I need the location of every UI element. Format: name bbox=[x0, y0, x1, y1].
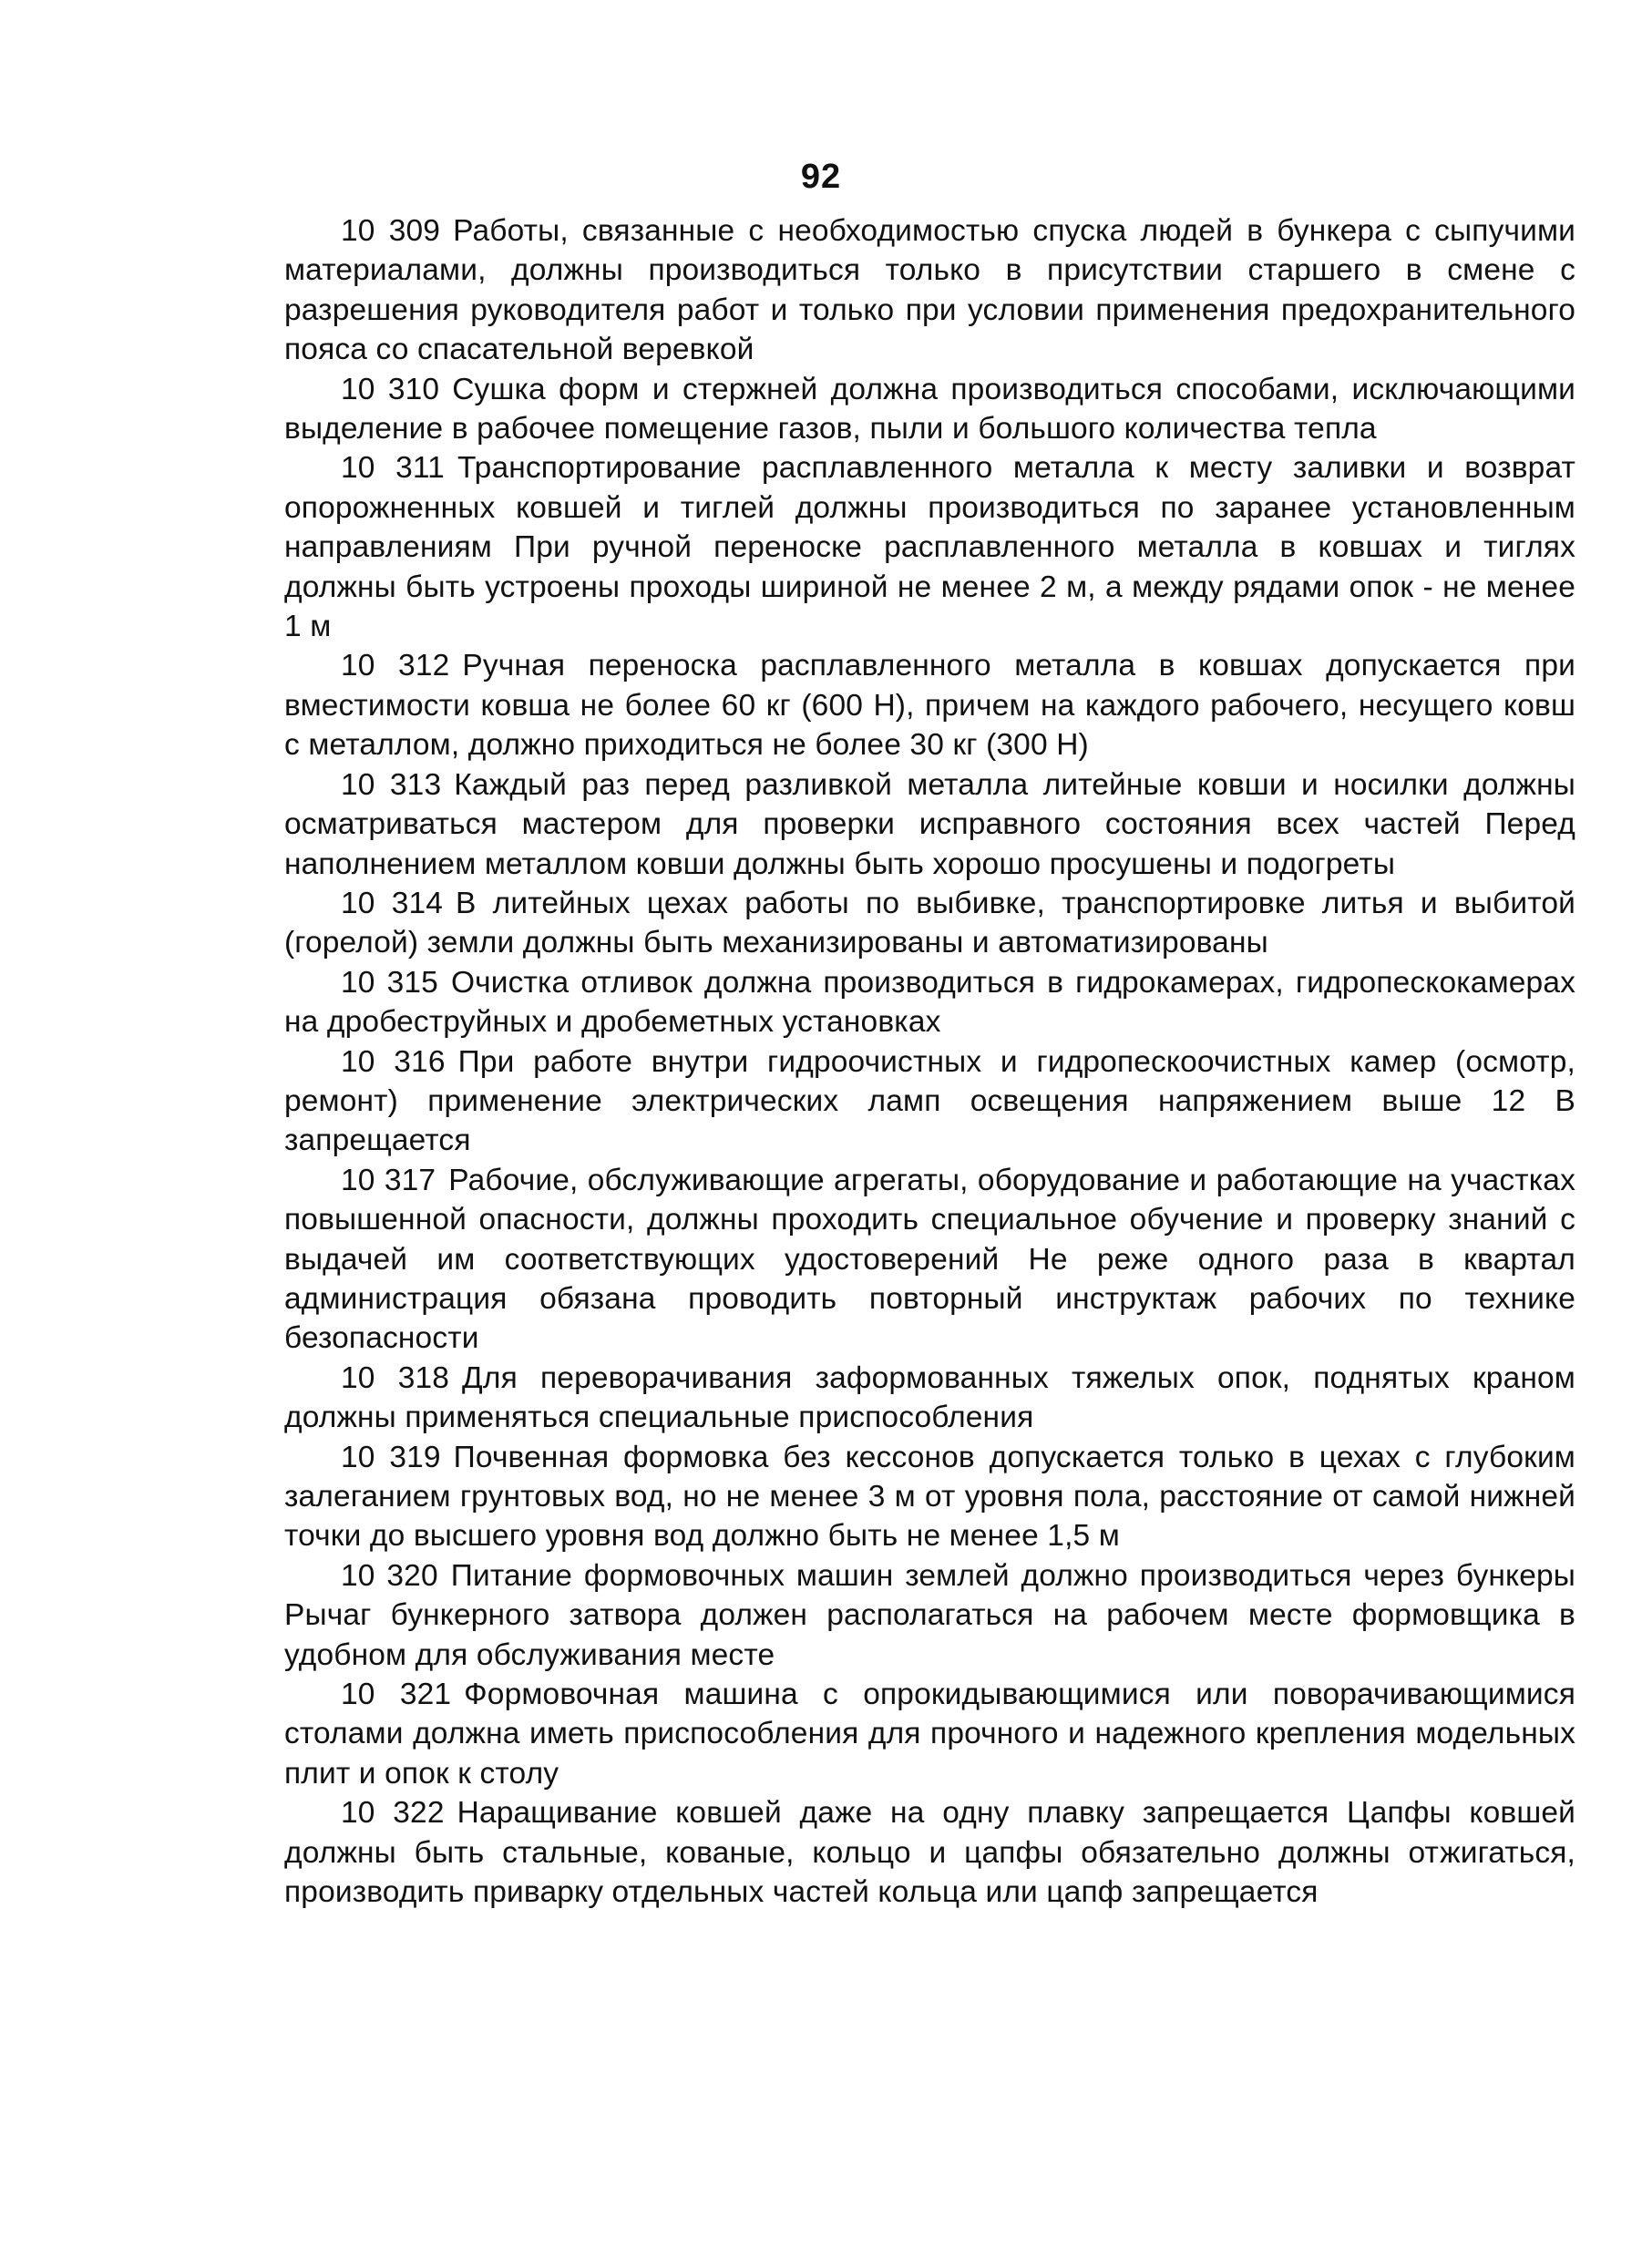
paragraph-10-315 bbox=[284, 963, 1575, 1042]
paragraph-10-321 bbox=[284, 1675, 1575, 1793]
paragraph-text: Формовочная машина с опрокидывающимися или поворачивающимися столами должна иметь приспособления для прочного и надежного крепления модельных плит и опок к столу bbox=[284, 1678, 1575, 1791]
paragraph-number: 10 316 bbox=[341, 1044, 446, 1079]
paragraph-text: Ручная переноска расплавленного металла в ковшах допускается при вместимости ковша не более 60 кг (600 Н), причем на каждого рабочего, несущего ковш с металлом, должно приходиться не более 30 кг (300 Н) bbox=[284, 649, 1575, 763]
paragraph-text: Работы, связанные с необходимостью спуска людей в бункера с сыпучими материалами, должны производиться только в присутствии старшего в смене с разрешения руководителя работ и только при условии применения предохранительного пояса со спасательной веревкой bbox=[284, 214, 1575, 367]
paragraph-10-310 bbox=[284, 370, 1575, 449]
paragraph-text: Питание формовочных машин землей должно производиться через бункеры Рычаг бункерного затвора должен располагаться на рабочем месте формовщика в удобном для обслуживания месте bbox=[284, 1558, 1575, 1672]
paragraph-text: Очистка отливок должна производиться в гидрокамерах, гидропескокамерах на дробеструйных и дробеметных установках bbox=[284, 965, 1575, 1040]
paragraph-text: Каждый раз перед разливкой металла литейные ковши и носилки должны осматриваться мастером для проверки исправного состояния всех частей Перед наполнением металлом ковши должны быть хорошо просушены и подогреты bbox=[284, 767, 1575, 881]
paragraph-10-311 bbox=[284, 448, 1575, 646]
paragraph-10-312 bbox=[284, 646, 1575, 765]
paragraph-10-317 bbox=[284, 1161, 1575, 1359]
paragraph-text: При работе внутри гидроочистных и гидропескоочистных камер (осмотр, ремонт) применение электрических ламп освещения напряжением выше 12 В запрещается bbox=[284, 1044, 1575, 1158]
document-body bbox=[284, 211, 1575, 1912]
paragraph-number: 10 312 bbox=[341, 649, 450, 683]
paragraph-10-316 bbox=[284, 1042, 1575, 1161]
paragraph-number: 10 318 bbox=[341, 1360, 450, 1395]
paragraph-10-322 bbox=[284, 1793, 1575, 1912]
paragraph-number: 10 319 bbox=[341, 1440, 441, 1474]
paragraph-number: 10 321 bbox=[341, 1678, 452, 1712]
paragraph-number: 10 315 bbox=[341, 965, 438, 1000]
paragraph-number: 10 314 bbox=[341, 886, 444, 920]
paragraph-10-314 bbox=[284, 884, 1575, 963]
paragraph-number: 10 313 bbox=[341, 767, 442, 802]
paragraph-text: Транспортирование расплавленного металла к месту заливки и возврат опорожненных ковшей и тиглей должны производиться по заранее установленным направлениям При ручной переноске расплавленного металла в ковшах и тиглях должны быть устроены проходы шириной не менее 2 м, а между рядами опок - не менее 1 м bbox=[284, 451, 1575, 644]
paragraph-text: Наращивание ковшей даже на одну плавку запрещается Цапфы ковшей должны быть стальные, кованые, кольцо и цапфы обязательно должны отжигаться, производить приварку отдельных частей кольца или цапф запрещается bbox=[284, 1796, 1575, 1910]
page-number: 92 bbox=[800, 158, 842, 196]
paragraph-number: 10 309 bbox=[341, 214, 441, 248]
paragraph-number: 10 322 bbox=[341, 1796, 445, 1831]
paragraph-text: Почвенная формовка без кессонов допускается только в цехах с глубоким залеганием грунтовых вод, но не менее 3 м от уровня пола, расстояние от самой нижней точки до высшего уровня вод должно быть не менее 1,5 м bbox=[284, 1440, 1575, 1554]
paragraph-number: 10 311 bbox=[341, 451, 445, 486]
paragraph-text: Рабочие, обслуживающие агрегаты, оборудование и работающие на участках повышенной опасности, должны проходить специальное обучение и проверку знаний с выдачей им соответствующих удостоверений Не реже одного раза в квартал администрация обязана проводить повторный инструктаж рабочих по технике безопасности bbox=[284, 1163, 1575, 1356]
paragraph-text: Сушка форм и стержней должна производиться способами, исключающими выделение в рабочее помещение газов, пыли и большого количества тепла bbox=[284, 372, 1575, 446]
paragraph-10-319 bbox=[284, 1438, 1575, 1556]
paragraph-text: В литейных цехах работы по выбивке, транспортировке литья и выбитой (горелой) земли должны быть механизированы и автоматизированы bbox=[284, 886, 1575, 960]
paragraph-number: 10 320 bbox=[341, 1558, 438, 1593]
paragraph-10-309 bbox=[284, 211, 1575, 370]
paragraph-10-320 bbox=[284, 1556, 1575, 1675]
paragraph-number: 10 310 bbox=[341, 372, 440, 406]
paragraph-10-313 bbox=[284, 765, 1575, 884]
paragraph-10-318 bbox=[284, 1359, 1575, 1438]
paragraph-text: Для переворачивания заформованных тяжелых опок, поднятых краном должны применяться специальные приспособления bbox=[284, 1360, 1575, 1435]
paragraph-number: 10 317 bbox=[341, 1163, 436, 1197]
